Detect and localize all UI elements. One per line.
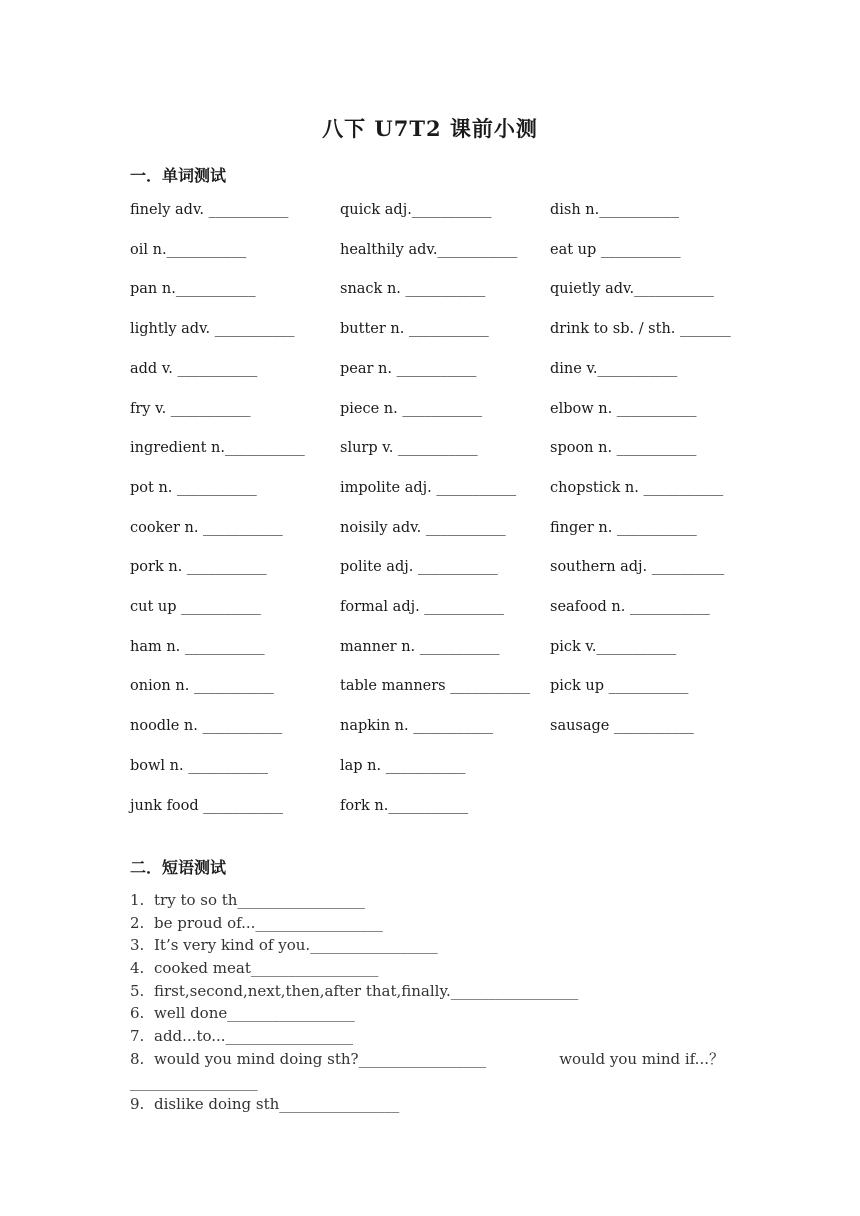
word-item: cut up ___________ [130, 599, 261, 615]
word-item: onion n. ___________ [130, 678, 274, 695]
word-item: eat up ___________ [550, 241, 681, 258]
phrase-item-right: would you mind if...？ [559, 1049, 724, 1068]
phrase-item: 8. would you mind doing sth?_________________ would you mind if...？ [130, 1048, 724, 1071]
word-item: pan n.___________ [130, 281, 256, 298]
phrase-item: 3. It’s very kind of you._________________ [130, 936, 438, 955]
word-item: dish n.___________ [550, 202, 680, 218]
word-item: sausage ___________ [550, 718, 694, 735]
word-row [130, 321, 750, 345]
word-row [130, 520, 750, 544]
word-item: fork n.___________ [340, 797, 469, 814]
word-item: snack n. ___________ [340, 281, 486, 298]
word-row [130, 718, 750, 742]
word-item: bowl n. ___________ [130, 757, 268, 774]
word-item: fry v. ___________ [130, 400, 251, 417]
word-item: healthily adv.___________ [340, 241, 518, 258]
phrase-item: 9. dislike doing sth________________ [130, 1095, 400, 1114]
word-item: noodle n. ___________ [130, 718, 283, 735]
word-item: chopstick n. ___________ [550, 479, 724, 496]
word-item: lightly adv. ___________ [130, 321, 295, 338]
phrase-item: 6. well done_________________ [130, 1004, 355, 1023]
word-item: butter n. ___________ [340, 321, 489, 338]
word-row [130, 440, 750, 464]
section-heading-words: 一．单词测试 [130, 166, 227, 185]
word-item: cooker n. ___________ [130, 519, 283, 536]
word-item: polite adj. ___________ [340, 559, 498, 576]
phrase-test-list [130, 889, 724, 1116]
word-item: finely adv. ___________ [130, 202, 289, 218]
word-item: finger n. ___________ [550, 519, 697, 536]
word-item: noisily adv. ___________ [340, 519, 506, 536]
word-item: southern adj. __________ [550, 559, 725, 576]
word-row [130, 480, 750, 504]
phrase-item: 1. try to so th_________________ [130, 891, 365, 909]
word-row [130, 678, 750, 702]
word-row [130, 202, 750, 226]
word-row [130, 599, 750, 623]
word-item: elbow n. ___________ [550, 400, 697, 417]
word-item: junk food ___________ [130, 797, 284, 814]
word-item: formal adj. ___________ [340, 599, 505, 615]
word-item: manner n. ___________ [340, 638, 500, 655]
page-title: 八下 U7T2 课前小测 [322, 116, 538, 141]
word-item: pear n. ___________ [340, 360, 477, 377]
word-item: piece n. ___________ [340, 400, 483, 417]
word-item: quick adj.___________ [340, 202, 492, 218]
word-row [130, 559, 750, 583]
word-item: pick v.___________ [550, 638, 677, 655]
word-item: impolite adj. ___________ [340, 479, 517, 496]
word-item: pork n. ___________ [130, 559, 267, 576]
word-row [130, 361, 750, 385]
word-item: slurp v. ___________ [340, 440, 478, 457]
section-heading-phrases: 二．短语测试 [130, 858, 227, 877]
word-item: lap n. ___________ [340, 757, 466, 774]
phrase-item: 2. be proud of..._________________ [130, 913, 383, 932]
word-item: table manners ___________ [340, 678, 530, 695]
word-item: quietly adv.___________ [550, 281, 714, 298]
word-item: oil n.___________ [130, 241, 247, 258]
word-row [130, 798, 750, 822]
word-row [130, 758, 750, 782]
word-item: add v. ___________ [130, 360, 258, 377]
word-row [130, 639, 750, 663]
word-item: pot n. ___________ [130, 479, 257, 496]
phrase-item: 7. add...to..._________________ [130, 1027, 354, 1046]
word-row [130, 401, 750, 425]
phrase-item: 5. first,second,next,then,after that,finally._________________ [130, 981, 579, 1000]
word-row [130, 281, 750, 305]
word-item: spoon n. ___________ [550, 440, 697, 457]
phrase-item-continuation: _________________ [130, 1072, 258, 1091]
word-item: pick up ___________ [550, 678, 689, 695]
word-item: drink to sb. / sth. _______ [550, 321, 731, 338]
word-item: seafood n. ___________ [550, 599, 710, 615]
phrase-item: 4. cooked meat_________________ [130, 959, 379, 978]
word-item: napkin n. ___________ [340, 718, 493, 735]
word-row [130, 242, 750, 266]
word-item: ingredient n.___________ [130, 440, 305, 457]
word-item: dine v.___________ [550, 360, 678, 377]
word-item: ham n. ___________ [130, 638, 265, 655]
